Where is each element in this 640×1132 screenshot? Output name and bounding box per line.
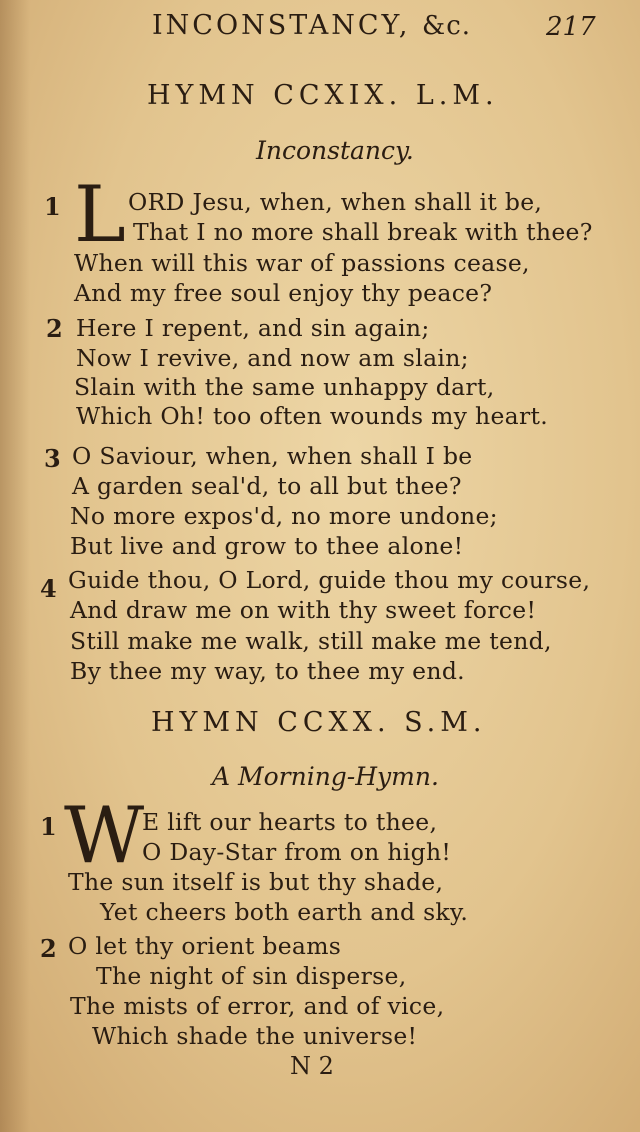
hymn-subtitle: A Morning-Hymn. [212,762,439,791]
drop-cap: L [74,170,126,260]
stanza-number: 3 [44,444,61,473]
hymn-title: HYMN CCXX. S.M. [151,707,487,738]
verse-line: Yet cheers both earth and sky. [100,898,469,926]
hymn-title: HYMN CCXIX. L.M. [147,80,499,111]
verse-line: And my free soul enjoy thy peace? [74,279,493,307]
drop-cap: W [64,791,145,881]
verse-line: The sun itself is but thy shade, [68,868,444,896]
verse-line: Here I repent, and sin again; [76,314,430,342]
verse-line: Still make me walk, still make me tend, [70,627,552,655]
verse-line: No more expos'd, no more undone; [70,502,498,530]
running-head [152,10,471,41]
stanza-number: 2 [40,934,57,963]
verse-line: O let thy orient beams [68,932,342,960]
verse-line: And draw me on with thy sweet force! [70,596,537,624]
verse-line: That I no more shall break with thee? [133,218,593,246]
stanza-number: 1 [44,192,61,221]
verse-line: ORD Jesu, when, when shall it be, [128,188,543,216]
verse-line: Guide thou, O Lord, guide thou my course, [68,566,591,594]
verse-line: But live and grow to thee alone! [70,532,464,560]
verse-line: When will this war of passions cease, [74,249,530,277]
verse-line: A garden seal'd, to all but thee? [72,472,462,500]
running-amp: &c. [422,11,472,41]
verse-line: O Day-Star from on high! [142,838,452,866]
signature-mark: N 2 [290,1052,334,1080]
hymn-subtitle: Inconstancy. [256,136,414,165]
verse-line: E lift our hearts to thee, [142,808,438,836]
verse-line: The mists of error, and of vice, [70,992,445,1020]
verse-line: Which shade the universe! [92,1022,418,1050]
verse-line: Which Oh! too often wounds my heart. [76,402,549,430]
verse-line: Slain with the same unhappy dart, [74,373,495,401]
verse-line: By thee my way, to thee my end. [70,657,465,685]
stanza-number: 2 [46,314,63,343]
page-number: 217 [546,12,596,42]
stanza-number: 4 [40,574,57,603]
verse-line: Now I revive, and now am slain; [76,344,469,372]
stanza-number: 1 [40,812,57,841]
page-gutter-shadow [0,0,30,1132]
verse-line: The night of sin disperse, [96,962,407,990]
verse-line: O Saviour, when, when shall I be [72,442,473,470]
running-title: INCONSTANCY, [152,10,411,41]
